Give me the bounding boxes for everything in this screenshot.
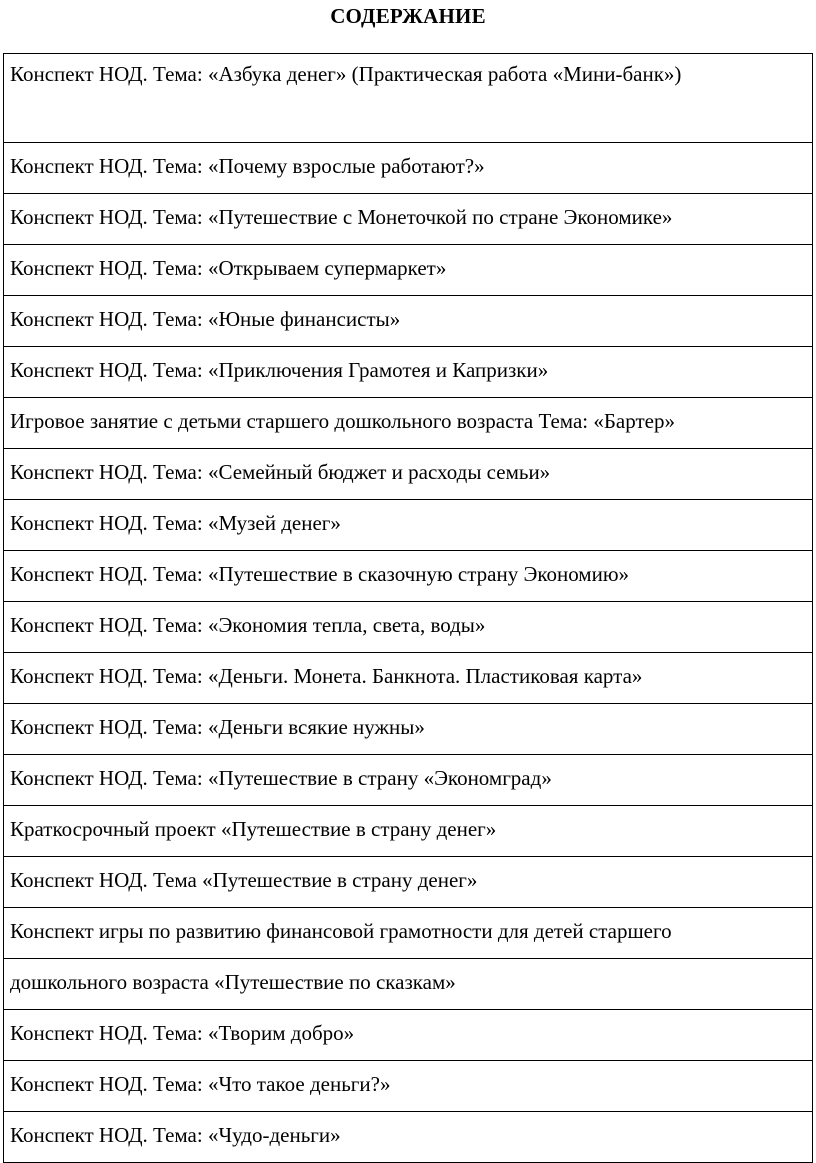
table-row xyxy=(4,959,813,1010)
table-row xyxy=(4,1061,813,1112)
page-title: СОДЕРЖАНИЕ xyxy=(330,4,486,28)
table-cell: Игровое занятие с детьми старшего дошкольного возраста Тема: «Бартер» xyxy=(4,398,813,449)
table-cell: Конспект НОД. Тема: «Деньги всякие нужны» xyxy=(4,704,813,755)
table-cell: Конспект НОД. Тема: «Путешествие в сказочную страну Экономию» xyxy=(4,551,813,602)
table-row xyxy=(4,1010,813,1061)
table-cell: Конспект НОД. Тема: «Чудо-деньги» xyxy=(4,1112,813,1163)
table-cell: Конспект игры по развитию финансовой грамотности для детей старшего xyxy=(4,908,813,959)
table-cell: дошкольного возраста «Путешествие по сказкам» xyxy=(4,959,813,1010)
table-row xyxy=(4,908,813,959)
table-row xyxy=(4,245,813,296)
table-cell: Конспект НОД. Тема: «Экономия тепла, света, воды» xyxy=(4,602,813,653)
table-row xyxy=(4,857,813,908)
table-cell: Конспект НОД. Тема: «Творим добро» xyxy=(4,1010,813,1061)
table-cell: Конспект НОД. Тема: «Путешествие в страну «Экономград» xyxy=(4,755,813,806)
table-row xyxy=(4,296,813,347)
table-cell: Конспект НОД. Тема: «Азбука денег» (Практическая работа «Мини-банк») xyxy=(4,54,813,143)
table-row xyxy=(4,551,813,602)
table-cell: Конспект НОД. Тема: «Деньги. Монета. Банкнота. Пластиковая карта» xyxy=(4,653,813,704)
table-row xyxy=(4,806,813,857)
table-row xyxy=(4,194,813,245)
table-row xyxy=(4,398,813,449)
table-cell: Конспект НОД. Тема: «Семейный бюджет и расходы семьи» xyxy=(4,449,813,500)
table-row xyxy=(4,755,813,806)
table-cell: Конспект НОД. Тема: «Почему взрослые работают?» xyxy=(4,143,813,194)
table-row xyxy=(4,143,813,194)
table-row xyxy=(4,1112,813,1163)
table-cell: Конспект НОД. Тема: «Приключения Грамотея и Капризки» xyxy=(4,347,813,398)
table-row xyxy=(4,500,813,551)
table-row xyxy=(4,54,813,143)
table-row xyxy=(4,449,813,500)
table-cell: Краткосрочный проект «Путешествие в страну денег» xyxy=(4,806,813,857)
table-cell: Конспект НОД. Тема: «Что такое деньги?» xyxy=(4,1061,813,1112)
table-cell: Конспект НОД. Тема: «Путешествие с Монеточкой по стране Экономике» xyxy=(4,194,813,245)
table-cell: Конспект НОД. Тема: «Музей денег» xyxy=(4,500,813,551)
table-cell: Конспект НОД. Тема: «Открываем супермаркет» xyxy=(4,245,813,296)
table-cell: Конспект НОД. Тема «Путешествие в страну денег» xyxy=(4,857,813,908)
table-row xyxy=(4,704,813,755)
table-cell: Конспект НОД. Тема: «Юные финансисты» xyxy=(4,296,813,347)
table-row xyxy=(4,347,813,398)
contents-table xyxy=(3,53,813,1163)
table-row xyxy=(4,653,813,704)
table-row xyxy=(4,602,813,653)
